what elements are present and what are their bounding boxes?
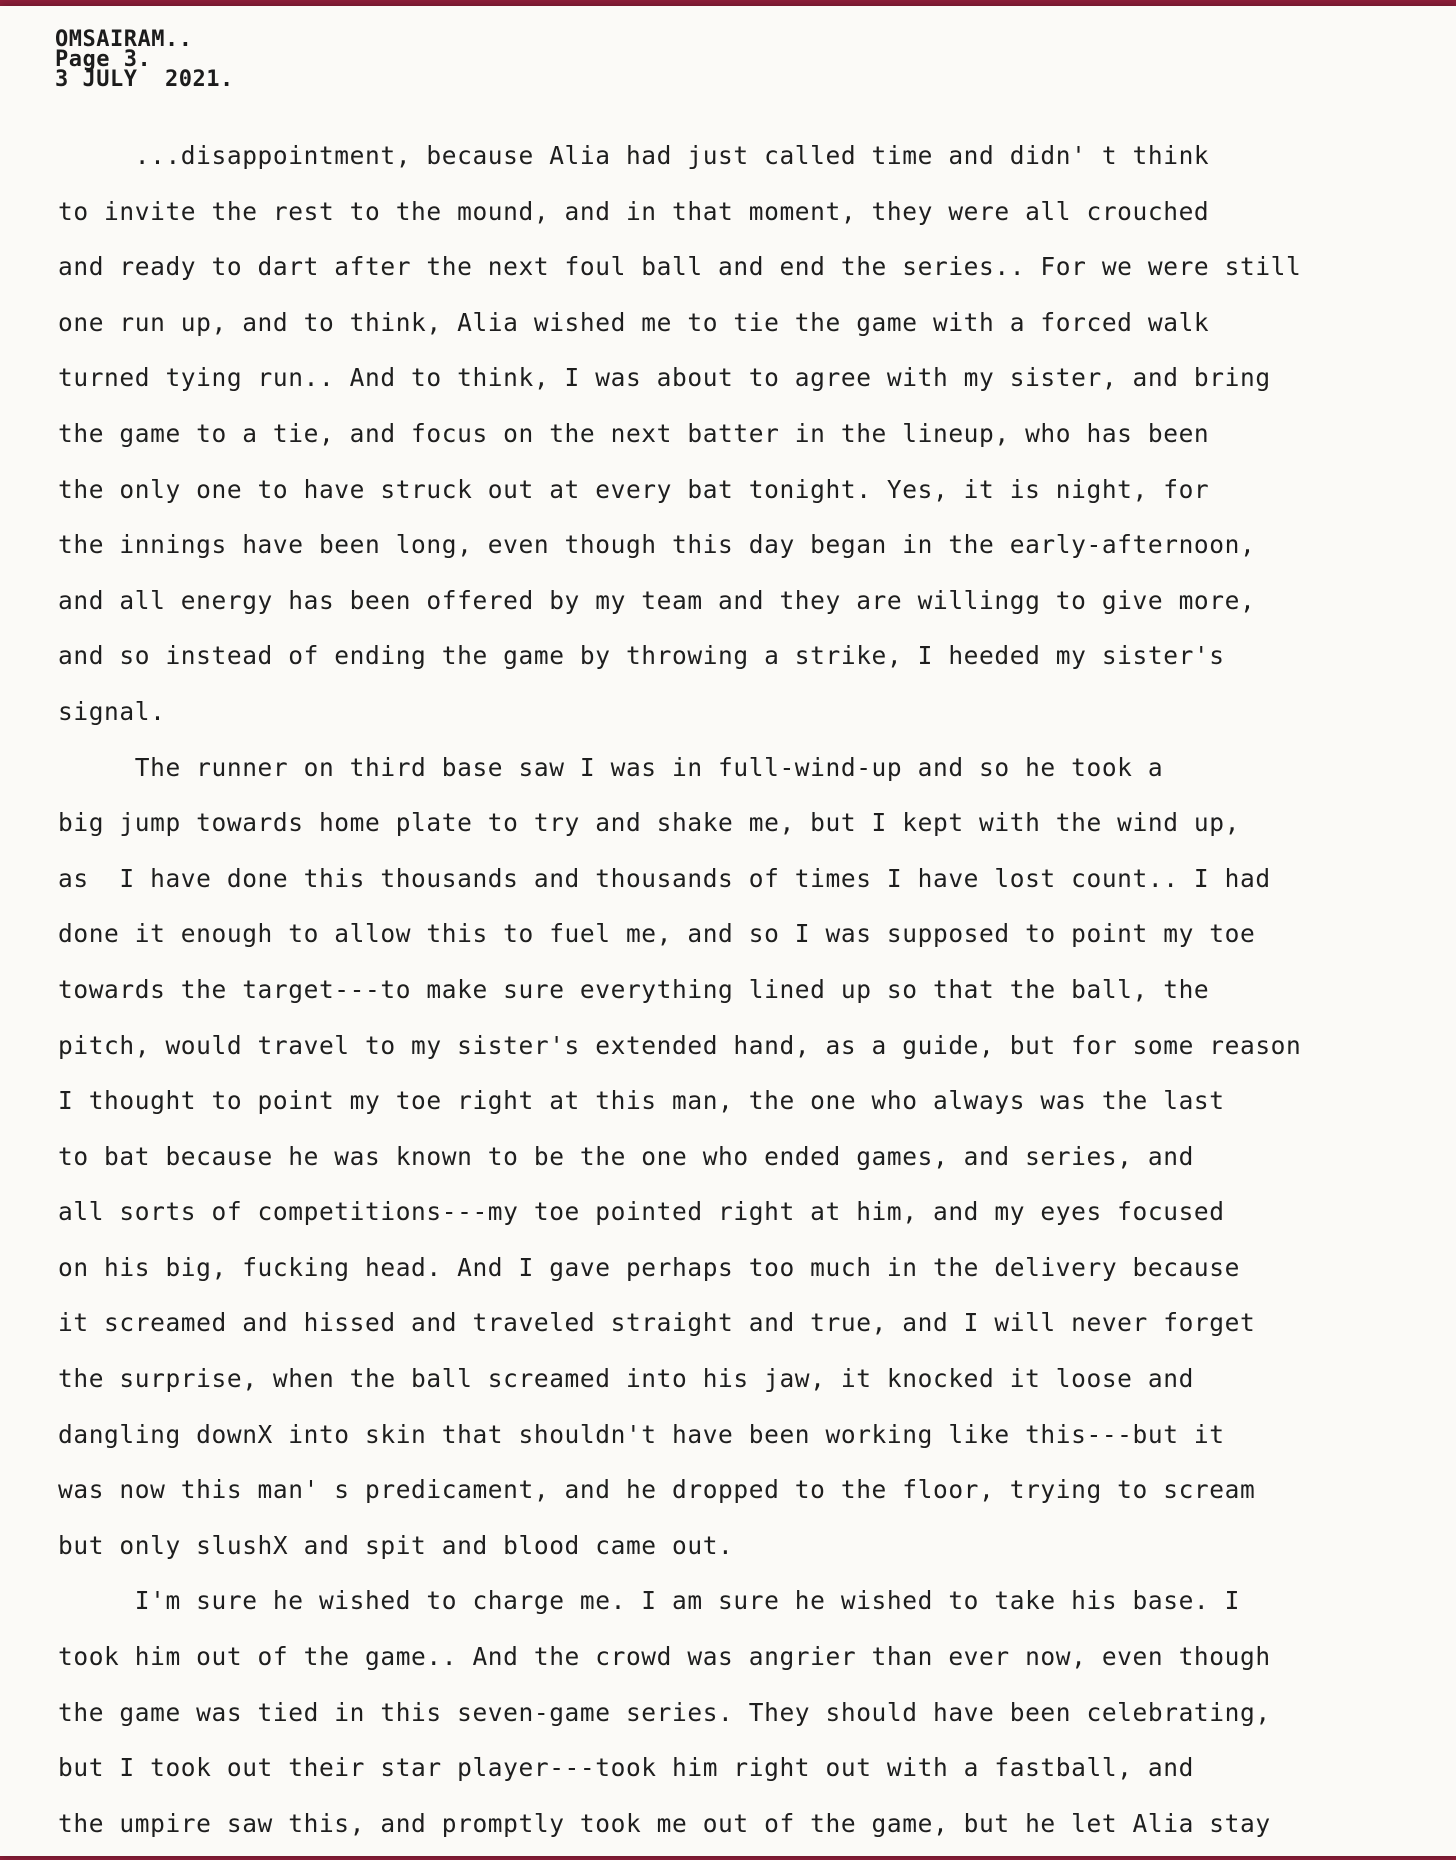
text-line: the surprise, when the ball screamed into his jaw, it knocked it loose and — [58, 1364, 1194, 1394]
text-line: and so instead of ending the game by throwing a strike, I heeded my sister's — [58, 641, 1225, 671]
text-line: but I took out their star player---took him right out with a fastball, and — [58, 1753, 1194, 1783]
text-line: but only slushX and spit and blood came out. — [58, 1530, 734, 1560]
text-line: one run up, and to think, Alia wished me to tie the game with a forced walk — [58, 307, 1210, 337]
text-line: done it enough to allow this to fuel me, and so I was supposed to point my toe — [58, 919, 1256, 949]
text-line: the umpire saw this, and promptly took me out of the game, but he let Alia stay — [58, 1808, 1271, 1838]
text-line: the game was tied in this seven-game series. They should have been celebrating, — [58, 1697, 1271, 1727]
text-line: to invite the rest to the mound, and in that moment, they were all crouched — [58, 196, 1210, 226]
text-line: the only one to have struck out at every bat tonight. Yes, it is night, for — [58, 474, 1210, 504]
text-line: to bat because he was known to be the one who ended games, and series, and — [58, 1141, 1194, 1171]
header-title: OMSAIRAM.. — [55, 27, 193, 52]
text-line: took him out of the game.. And the crowd was angrier than ever now, even though — [58, 1642, 1271, 1672]
text-line: big jump towards home plate to try and shake me, but I kept with the wind up, — [58, 808, 1240, 838]
text-line: The runner on third base saw I was in full-wind-up and so he took a — [58, 752, 1164, 782]
text-line: signal. — [58, 696, 166, 726]
header-page-number: Page 3. — [55, 47, 152, 72]
text-line: and all energy has been offered by my team and they are willingg to give more, — [58, 585, 1256, 615]
text-line: as I have done this thousands and thousands of times I have lost count.. I had — [58, 863, 1271, 893]
text-line: was now this man' s predicament, and he dropped to the floor, trying to scream — [58, 1475, 1256, 1505]
text-line: turned tying run.. And to think, I was about to agree with my sister, and bring — [58, 363, 1271, 393]
text-line: ...disappointment, because Alia had just called time and didn' t think — [58, 141, 1210, 170]
text-line: the innings have been long, even though this day began in the early-afternoon, — [58, 530, 1256, 560]
text-line: it screamed and hissed and traveled straight and true, and I will never forget — [58, 1308, 1256, 1338]
page-header — [55, 27, 234, 92]
header-date: 3 JULY 2021. — [55, 67, 234, 92]
text-line: dangling downX into skin that shouldn't have been working like this---but it — [58, 1419, 1225, 1449]
text-line: and ready to dart after the next foul ball and end the series.. For we were still — [58, 252, 1302, 282]
text-line: pitch, would travel to my sister's extended hand, as a guide, but for some reason — [58, 1030, 1302, 1060]
text-line: the game to a tie, and focus on the next batter in the lineup, who has been — [58, 418, 1210, 448]
document-body — [58, 128, 1438, 1851]
text-line: I thought to point my toe right at this man, the one who always was the last — [58, 1086, 1225, 1116]
text-line: all sorts of competitions---my toe pointed right at him, and my eyes focused — [58, 1197, 1225, 1227]
text-line: on his big, fucking head. And I gave perhaps too much in the delivery because — [58, 1252, 1240, 1282]
typewritten-page — [0, 6, 1456, 1856]
text-line: towards the target---to make sure everything lined up so that the ball, the — [58, 974, 1210, 1004]
text-line: I'm sure he wished to charge me. I am sure he wished to take his base. I — [58, 1586, 1240, 1616]
